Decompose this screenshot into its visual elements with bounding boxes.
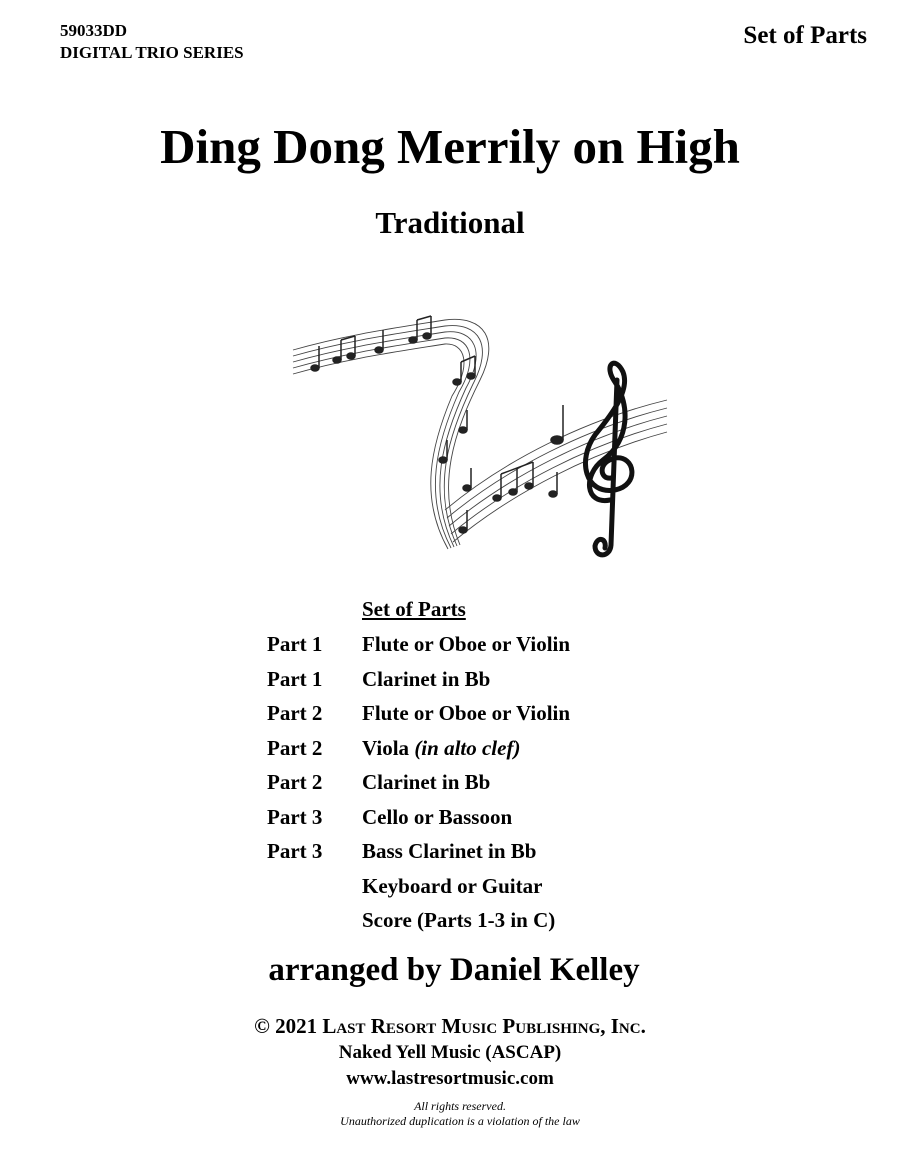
part-instrument: Bass Clarinet in Bb <box>362 839 537 863</box>
part-number: Part 3 <box>267 839 323 863</box>
part-number: Part 1 <box>267 632 323 656</box>
part-number: Part 2 <box>267 701 323 725</box>
arranger-credit: arranged by Daniel Kelley <box>268 952 640 988</box>
part-instrument: Clarinet in Bb <box>362 770 491 794</box>
part-instrument: Viola (in alto clef) <box>362 736 521 760</box>
part-instrument: Score (Parts 1-3 in C) <box>362 908 556 932</box>
rights-reserved: All rights reserved. <box>414 1099 506 1113</box>
parts-heading: Set of Parts <box>362 597 466 621</box>
duplication-warning: Unauthorized duplication is a violation of the law <box>340 1114 580 1128</box>
composer: Traditional <box>375 205 525 240</box>
publisher-name: Naked Yell Music (ASCAP) <box>338 1042 562 1063</box>
part-number: Part 2 <box>267 736 323 760</box>
part-instrument: Flute or Oboe or Violin <box>362 701 571 725</box>
part-instrument: Clarinet in Bb <box>362 667 491 691</box>
catalog-number: 59033DD <box>60 21 128 40</box>
part-instrument: Flute or Oboe or Violin <box>362 632 571 656</box>
set-label: Set of Parts <box>743 22 867 49</box>
music-notes-illustration <box>285 310 670 565</box>
series-name: DIGITAL TRIO SERIES <box>60 43 244 62</box>
part-number: Part 1 <box>267 667 323 691</box>
part-number: Part 2 <box>267 770 323 794</box>
copyright-notice: © 2021 Last Resort Music Publishing, Inc. <box>254 1014 646 1038</box>
website-url: www.lastresortmusic.com <box>346 1068 554 1089</box>
part-number: Part 3 <box>267 805 323 829</box>
treble-clef-icon <box>585 363 631 555</box>
page-title: Ding Dong Merrily on High <box>160 119 740 174</box>
catalog-info <box>60 20 244 64</box>
part-instrument: Cello or Bassoon <box>362 805 513 829</box>
part-instrument: Keyboard or Guitar <box>362 874 543 898</box>
